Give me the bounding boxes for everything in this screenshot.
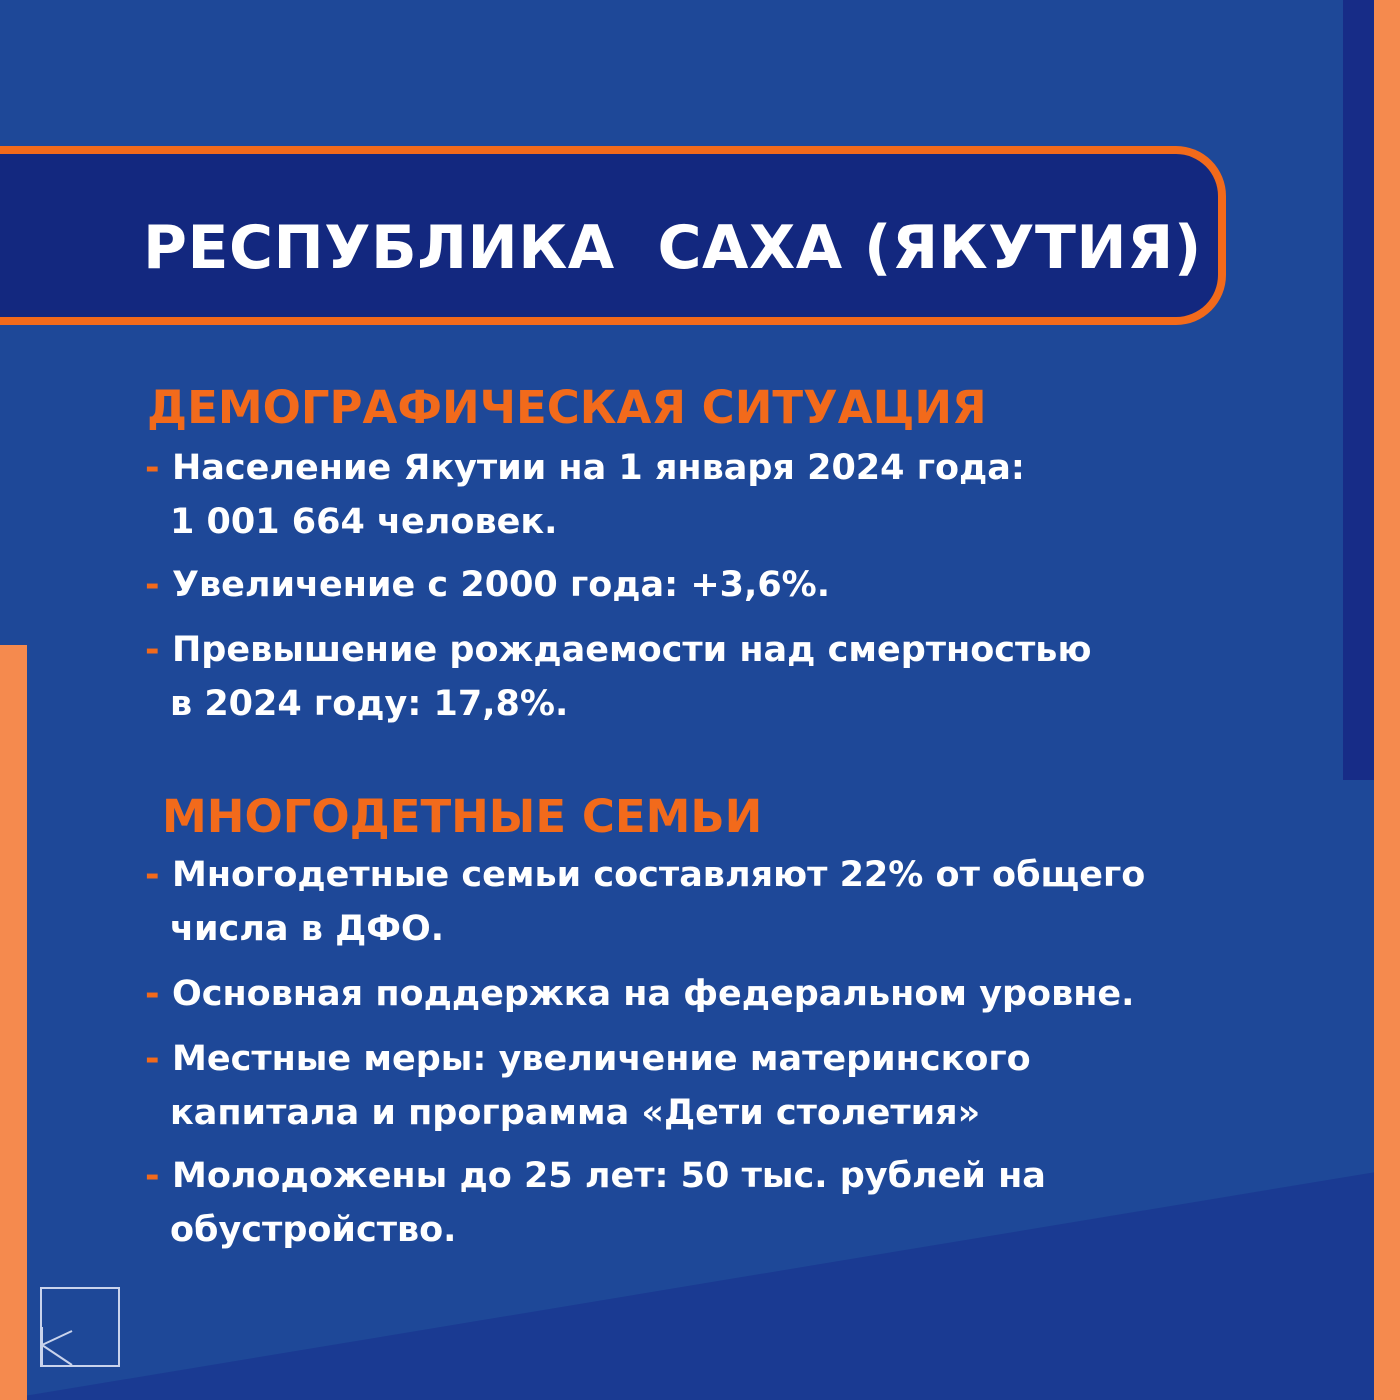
- bullet-dash: -: [145, 448, 160, 488]
- list-item: [145, 967, 1235, 1021]
- bullet-dash: -: [145, 630, 160, 670]
- section-heading-demography: ДЕМОГРАФИЧЕСКАЯ СИТУАЦИЯ: [147, 381, 987, 434]
- k-square-logo-icon: [40, 1287, 120, 1367]
- list-item: [145, 1149, 1235, 1257]
- list-item-text: Увеличение с 2000 года: +3,6%.: [172, 565, 831, 605]
- bullet-dash: -: [145, 1156, 160, 1196]
- list-item-text-continued: 1 001 664 человек.: [170, 502, 558, 542]
- bullet-dash: -: [145, 1039, 160, 1079]
- list-item: [145, 558, 1235, 612]
- list-item-text: Многодетные семьи составляют 22% от общего: [172, 855, 1146, 895]
- list-item-text-continued: капитала и программа «Дети столетия»: [170, 1093, 981, 1133]
- list-item-text-continued: обустройство.: [170, 1210, 457, 1250]
- list-item: [145, 1032, 1235, 1140]
- list-item-text-continued: числа в ДФО.: [170, 909, 445, 949]
- left-orange-stripe: [0, 645, 27, 1400]
- bullet-dash: -: [145, 974, 160, 1014]
- list-item-text: Население Якутии на 1 января 2024 года:: [172, 448, 1025, 488]
- list-item-text: Местные меры: увеличение материнского: [172, 1039, 1031, 1079]
- right-navy-stripe: [1343, 0, 1374, 780]
- bullet-dash: -: [145, 855, 160, 895]
- right-orange-stripe: [1374, 0, 1400, 1400]
- page-title: РЕСПУБЛИКА САХА (ЯКУТИЯ): [143, 213, 1202, 283]
- list-item-text: Превышение рождаемости над смертностью: [172, 630, 1092, 670]
- bullet-dash: -: [145, 565, 160, 605]
- list-item: [145, 623, 1235, 731]
- list-item-text: Основная поддержка на федеральном уровне.: [172, 974, 1135, 1014]
- list-item: [145, 848, 1235, 956]
- section-heading-large-families: МНОГОДЕТНЫЕ СЕМЬИ: [162, 790, 763, 843]
- list-item-text: Молодожены до 25 лет: 50 тыс. рублей на: [172, 1156, 1046, 1196]
- list-item-text-continued: в 2024 году: 17,8%.: [170, 684, 569, 724]
- list-item: [145, 441, 1235, 549]
